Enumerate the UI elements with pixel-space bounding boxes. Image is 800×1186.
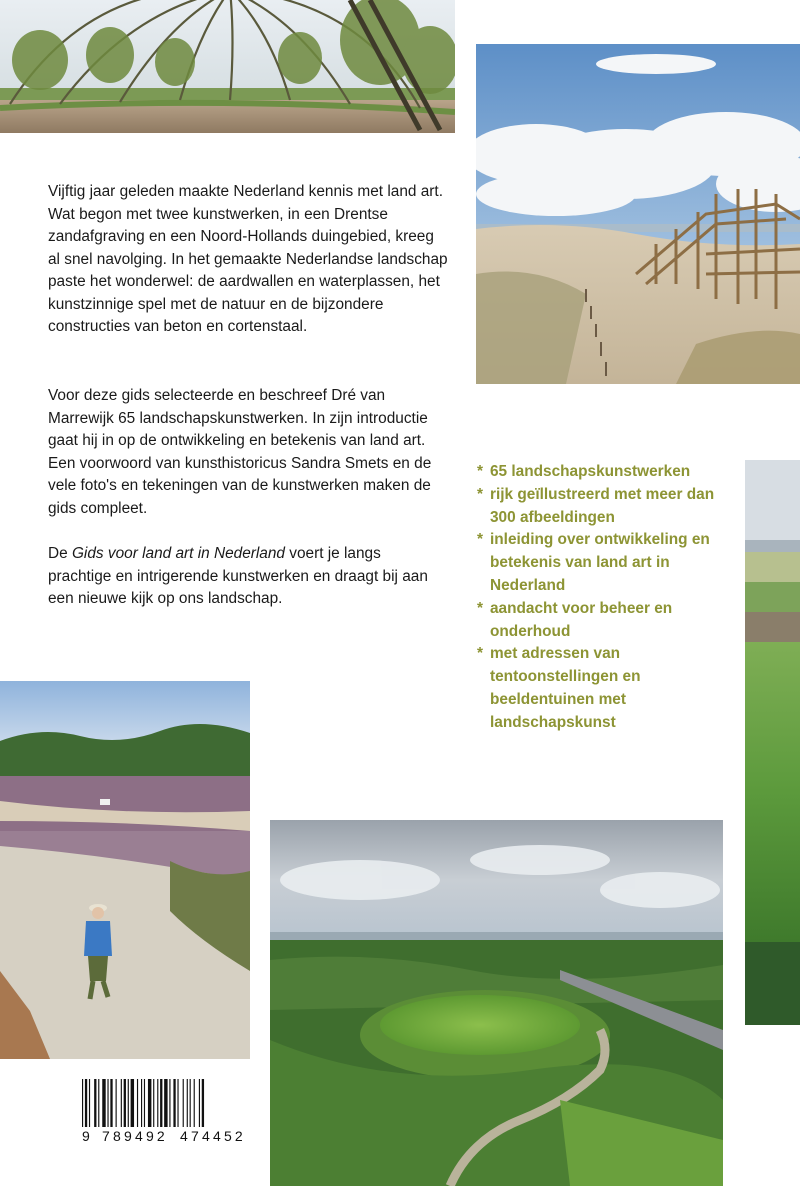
barcode-bar xyxy=(177,1079,178,1127)
barcode-bar xyxy=(173,1079,175,1127)
barcode-bar xyxy=(141,1079,142,1127)
feature-text: 65 landschapskunstwerken xyxy=(490,463,691,480)
photo-aerial-field xyxy=(745,460,800,1025)
barcode-bar xyxy=(128,1079,129,1127)
feature-item xyxy=(477,484,739,530)
description-rest: voert je langs prachtige en intrigerende kunstwerken en draagt bij aan een nieuwe kijk op ons landschap. xyxy=(48,545,428,607)
book-title-italic: Gids voor land art in Nederland xyxy=(71,545,285,562)
feature-item xyxy=(477,598,739,644)
barcode-bar xyxy=(169,1079,170,1127)
description-lead: De xyxy=(48,545,72,562)
barcode-group-2: 474452 xyxy=(180,1128,246,1144)
barcode-bar xyxy=(110,1079,112,1127)
description-paragraph-1 xyxy=(48,181,448,339)
barcode-bar xyxy=(102,1079,105,1127)
asterisk-bullet-icon: * xyxy=(477,463,483,480)
photo-dunes-wooden-structure xyxy=(476,44,800,384)
feature-text: inleiding over ontwikkeling en betekenis van land art in Nederland xyxy=(490,531,710,594)
photo-willow-dome xyxy=(0,0,455,133)
feature-text: met adressen van tentoonstellingen en beeldentuinen met landschapskunst xyxy=(490,645,641,731)
barcode-bar xyxy=(148,1079,151,1127)
feature-text: aandacht voor beheer en onderhoud xyxy=(490,599,673,640)
barcode-bar xyxy=(121,1079,122,1127)
asterisk-bullet-icon: * xyxy=(477,599,483,617)
asterisk-bullet-icon: * xyxy=(477,645,483,663)
photo-heath-walker xyxy=(0,681,250,1059)
description-text-3 xyxy=(48,543,448,611)
description-paragraph-2 xyxy=(48,385,448,520)
barcode-bar xyxy=(190,1079,191,1127)
barcode-bar xyxy=(131,1079,134,1127)
barcode-bar xyxy=(164,1079,167,1127)
barcode-bar xyxy=(157,1079,158,1127)
barcode-bar xyxy=(98,1079,99,1127)
barcode-bar xyxy=(116,1079,117,1127)
barcode-bar xyxy=(153,1079,154,1127)
barcode-bar xyxy=(85,1079,87,1127)
barcode-bar xyxy=(202,1079,204,1127)
description-text-1: Vijftig jaar geleden maakte Nederland kennis met land art. Wat begon met twee kunstwerken, in een Drentse zandafgraving en een Noord-Hollands duingebied, kreeg al snel navolging. In het gemaakte Nederlandse landschap paste het wonderwel: de aardwallen en waterplassen, het kunstzinnige spel met de natuur en de bijzondere constructies van beton en cortenstaal. xyxy=(48,183,448,335)
barcode-bar xyxy=(137,1079,138,1127)
isbn-barcode xyxy=(82,1079,252,1151)
feature-item xyxy=(477,643,739,734)
barcode-bars xyxy=(82,1079,252,1127)
asterisk-bullet-icon: * xyxy=(477,531,483,549)
feature-item xyxy=(477,529,739,597)
barcode-bar xyxy=(183,1079,184,1127)
barcode-digits xyxy=(82,1128,252,1148)
barcode-bar xyxy=(199,1079,200,1127)
barcode-lead-digit: 9 xyxy=(82,1128,90,1144)
barcode-group-1: 789492 xyxy=(102,1128,168,1144)
barcode-bar xyxy=(107,1079,108,1127)
description-text-2: Voor deze gids selecteerde en beschreef Dré van Marrewijk 65 landschapskunstwerken. In zijn introductie gaat hij in op de ontwikkeling en betekenis van land art. Een voorwoord van kunsthistoricus Sandra Smets en de vele foto's en tekeningen van de kunstwerken maken de gids compleet. xyxy=(48,387,432,517)
barcode-bar xyxy=(94,1079,96,1127)
asterisk-bullet-icon: * xyxy=(477,485,483,503)
feature-item xyxy=(477,461,739,484)
barcode-bar xyxy=(82,1079,83,1127)
barcode-bar xyxy=(89,1079,90,1127)
photo-grass-crater xyxy=(270,820,723,1186)
description-paragraph-3 xyxy=(48,543,448,611)
barcode-bar xyxy=(124,1079,126,1127)
feature-text: rijk geïllustreerd met meer dan 300 afbeeldingen xyxy=(490,485,715,526)
barcode-bar xyxy=(144,1079,145,1127)
barcode-bar xyxy=(160,1079,162,1127)
barcode-bar xyxy=(194,1079,195,1127)
feature-list xyxy=(477,461,739,735)
barcode-bar xyxy=(187,1079,188,1127)
